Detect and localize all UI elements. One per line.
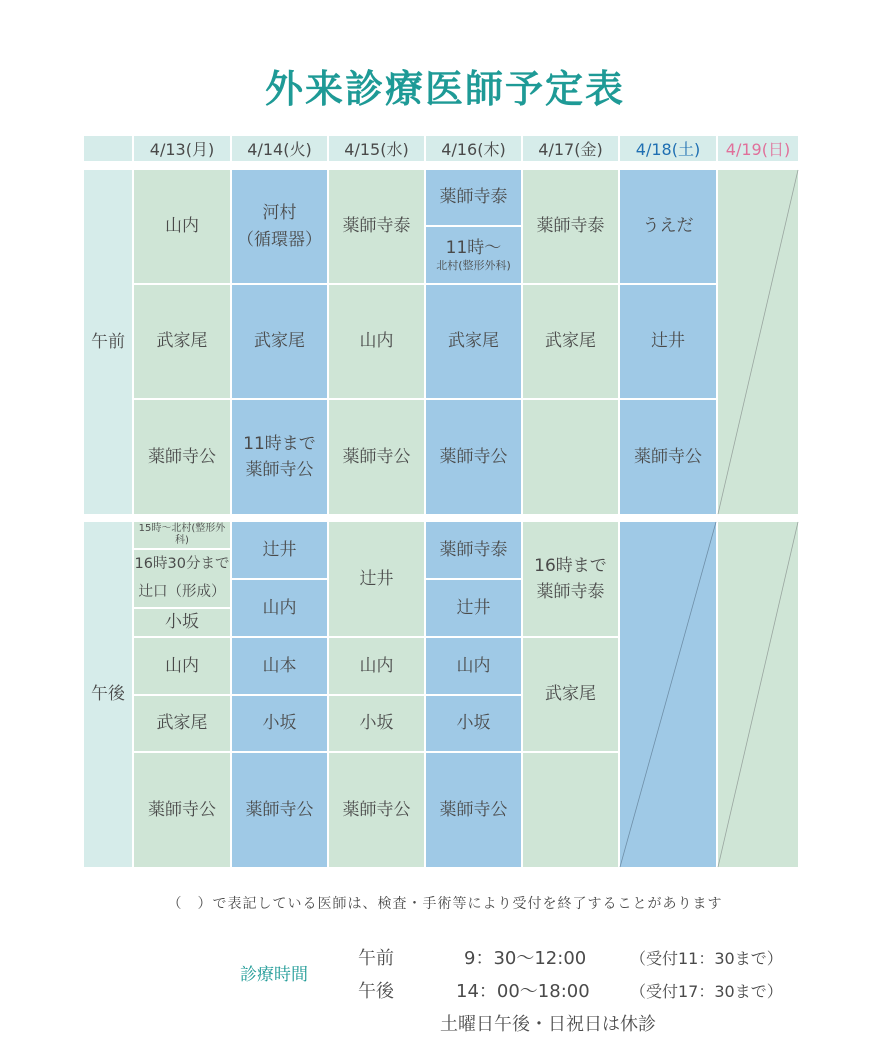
pm-wed-slot-1 [329,522,424,636]
pm-fri-slot-3-empty [523,753,618,867]
hours-pm-label: 午後 [358,981,394,1002]
page-title: 外来診療医師予定表 [264,67,625,111]
doctor-name: 武家尾 [448,331,499,352]
am-sun-closed [718,170,798,514]
doctor-name: うえだ [642,216,694,237]
session-label-am [84,170,132,514]
am-mon-slot-1 [134,170,230,283]
doctor-name: 薬師寺公 [245,799,314,820]
pm-mon-slot-4 [134,753,230,867]
doctor-name: 小坂 [165,612,199,633]
doctor-name: 辻口（形成） [138,583,226,600]
am-fri-slot-2 [523,285,618,398]
am-wed-slot-2 [329,285,424,398]
doctor-name: 山内 [165,655,199,676]
am-sat-slot-1 [620,170,716,283]
am-thu-slot-2 [426,285,521,398]
pm-tue-slot-1 [232,522,327,578]
hours-am-time: 9：30～12:00 [464,948,587,969]
hours-closed-note: 土曜日午後・日祝日は休診 [440,1014,656,1035]
doctor-name: 武家尾 [254,331,305,352]
doctor-name: 辻井 [359,568,394,589]
doctor-name: 山内 [359,655,394,676]
am-tue-slot-3 [232,400,327,514]
am-mon-slot-2 [134,285,230,398]
doctor-name: 薬師寺公 [439,446,508,467]
session-label-am-text: 午前 [91,331,125,352]
am-thu-slot-1b [426,227,521,283]
pm-mon-slot-2 [134,638,230,694]
am-tue-slot-1 [232,170,327,283]
time-note: 11時まで [243,433,316,454]
pm-sun-closed [718,522,798,867]
header-corner [84,136,132,161]
am-wed-slot-3 [329,400,424,514]
pm-sat-closed [620,522,716,867]
doctor-name: 小坂 [456,713,491,734]
am-thu-slot-3 [426,400,521,514]
footnote: （ ）で表記している医師は、検査・手術等により受付を終了することがあります [167,896,723,912]
pm-fri-slot-2 [523,638,618,751]
time-note: 16時まで [534,555,607,576]
pm-mon-tiny-note [134,522,230,548]
time-note: 16時30分まで [134,555,230,572]
pm-thu-slot-5 [426,753,521,867]
header-day-wed: 4/15(水) [329,136,424,161]
doctor-name: 薬師寺公 [342,446,411,467]
am-sat-slot-2 [620,285,716,398]
doctor-name-small: 北村(整形外科) [436,259,511,273]
am-tue-slot-2 [232,285,327,398]
hours-pm-reception: （受付17：30まで） [630,982,783,1001]
doctor-name: 小坂 [359,713,394,734]
doctor-name: 山内 [262,597,297,618]
header-day-sun: 4/19(日) [718,136,798,161]
doctor-name: 山内 [456,655,491,676]
doctor-name: 山内 [359,331,394,352]
pm-tue-slot-3 [232,638,327,694]
hours-label: 診療時間 [240,965,308,985]
closed-slash-icon [718,522,798,867]
pm-wed-slot-3 [329,696,424,751]
doctor-name: 薬師寺泰 [439,187,508,208]
doctor-name: 武家尾 [156,331,208,352]
pm-tue-slot-4 [232,696,327,751]
doctor-name: 薬師寺泰 [536,216,605,237]
doctor-name: 辻井 [262,539,297,560]
closed-slash-icon [620,522,716,867]
doctor-name: 薬師寺公 [148,446,216,467]
header-day-fri: 4/17(金) [523,136,618,161]
pm-mon-slot-3 [134,696,230,751]
doctor-name: 河村 [262,203,297,224]
pm-thu-slot-3 [426,638,521,694]
pm-mon-slot-1b [134,609,230,636]
time-note: 11時～ [445,238,502,259]
pm-wed-slot-2 [329,638,424,694]
am-sat-slot-3 [620,400,716,514]
pm-wed-slot-4 [329,753,424,867]
doctor-name: 薬師寺泰 [536,582,605,602]
session-label-pm-text: 午後 [91,684,125,705]
doctor-specialty: （循環器） [237,229,322,250]
header-day-tue: 4/14(火) [232,136,327,161]
am-wed-slot-1 [329,170,424,283]
doctor-name: 薬師寺公 [634,446,702,467]
hours-am-label: 午前 [358,948,394,969]
pm-tue-slot-2 [232,580,327,636]
doctor-name: 薬師寺公 [245,460,314,480]
am-mon-slot-3 [134,400,230,514]
header-day-mon: 4/13(月) [134,136,230,161]
doctor-name: 薬師寺公 [439,799,508,820]
doctor-name: 薬師寺泰 [439,539,508,560]
pm-tue-slot-5 [232,753,327,867]
doctor-name: 薬師寺泰 [342,216,411,237]
pm-fri-slot-1 [523,522,618,636]
hours-pm-time: 14：00～18:00 [456,981,590,1002]
pm-thu-slot-4 [426,696,521,751]
doctor-name: 薬師寺公 [342,799,411,820]
pm-thu-slot-1 [426,522,521,578]
doctor-name: 山内 [165,216,199,237]
doctor-name: 辻井 [651,331,685,352]
doctor-name: 小坂 [262,713,297,734]
pm-mon-slot-1 [134,550,230,607]
doctor-name-small: 15時～北村(整形外科) [138,523,226,546]
am-thu-slot-1a [426,170,521,225]
hours-am-reception: （受付11：30まで） [630,949,783,968]
header-day-thu: 4/16(木) [426,136,521,161]
header-day-sat: 4/18(土) [620,136,716,161]
session-label-pm [84,522,132,867]
am-fri-slot-1 [523,170,618,283]
doctor-name: 薬師寺公 [148,799,216,820]
am-fri-slot-3-empty [523,400,618,514]
closed-slash-icon [718,170,798,514]
pm-thu-slot-2 [426,580,521,636]
doctor-name: 辻井 [456,597,491,618]
doctor-name: 山本 [262,655,297,676]
doctor-name: 武家尾 [545,331,596,352]
doctor-name: 武家尾 [545,684,596,705]
doctor-name: 武家尾 [156,713,208,734]
